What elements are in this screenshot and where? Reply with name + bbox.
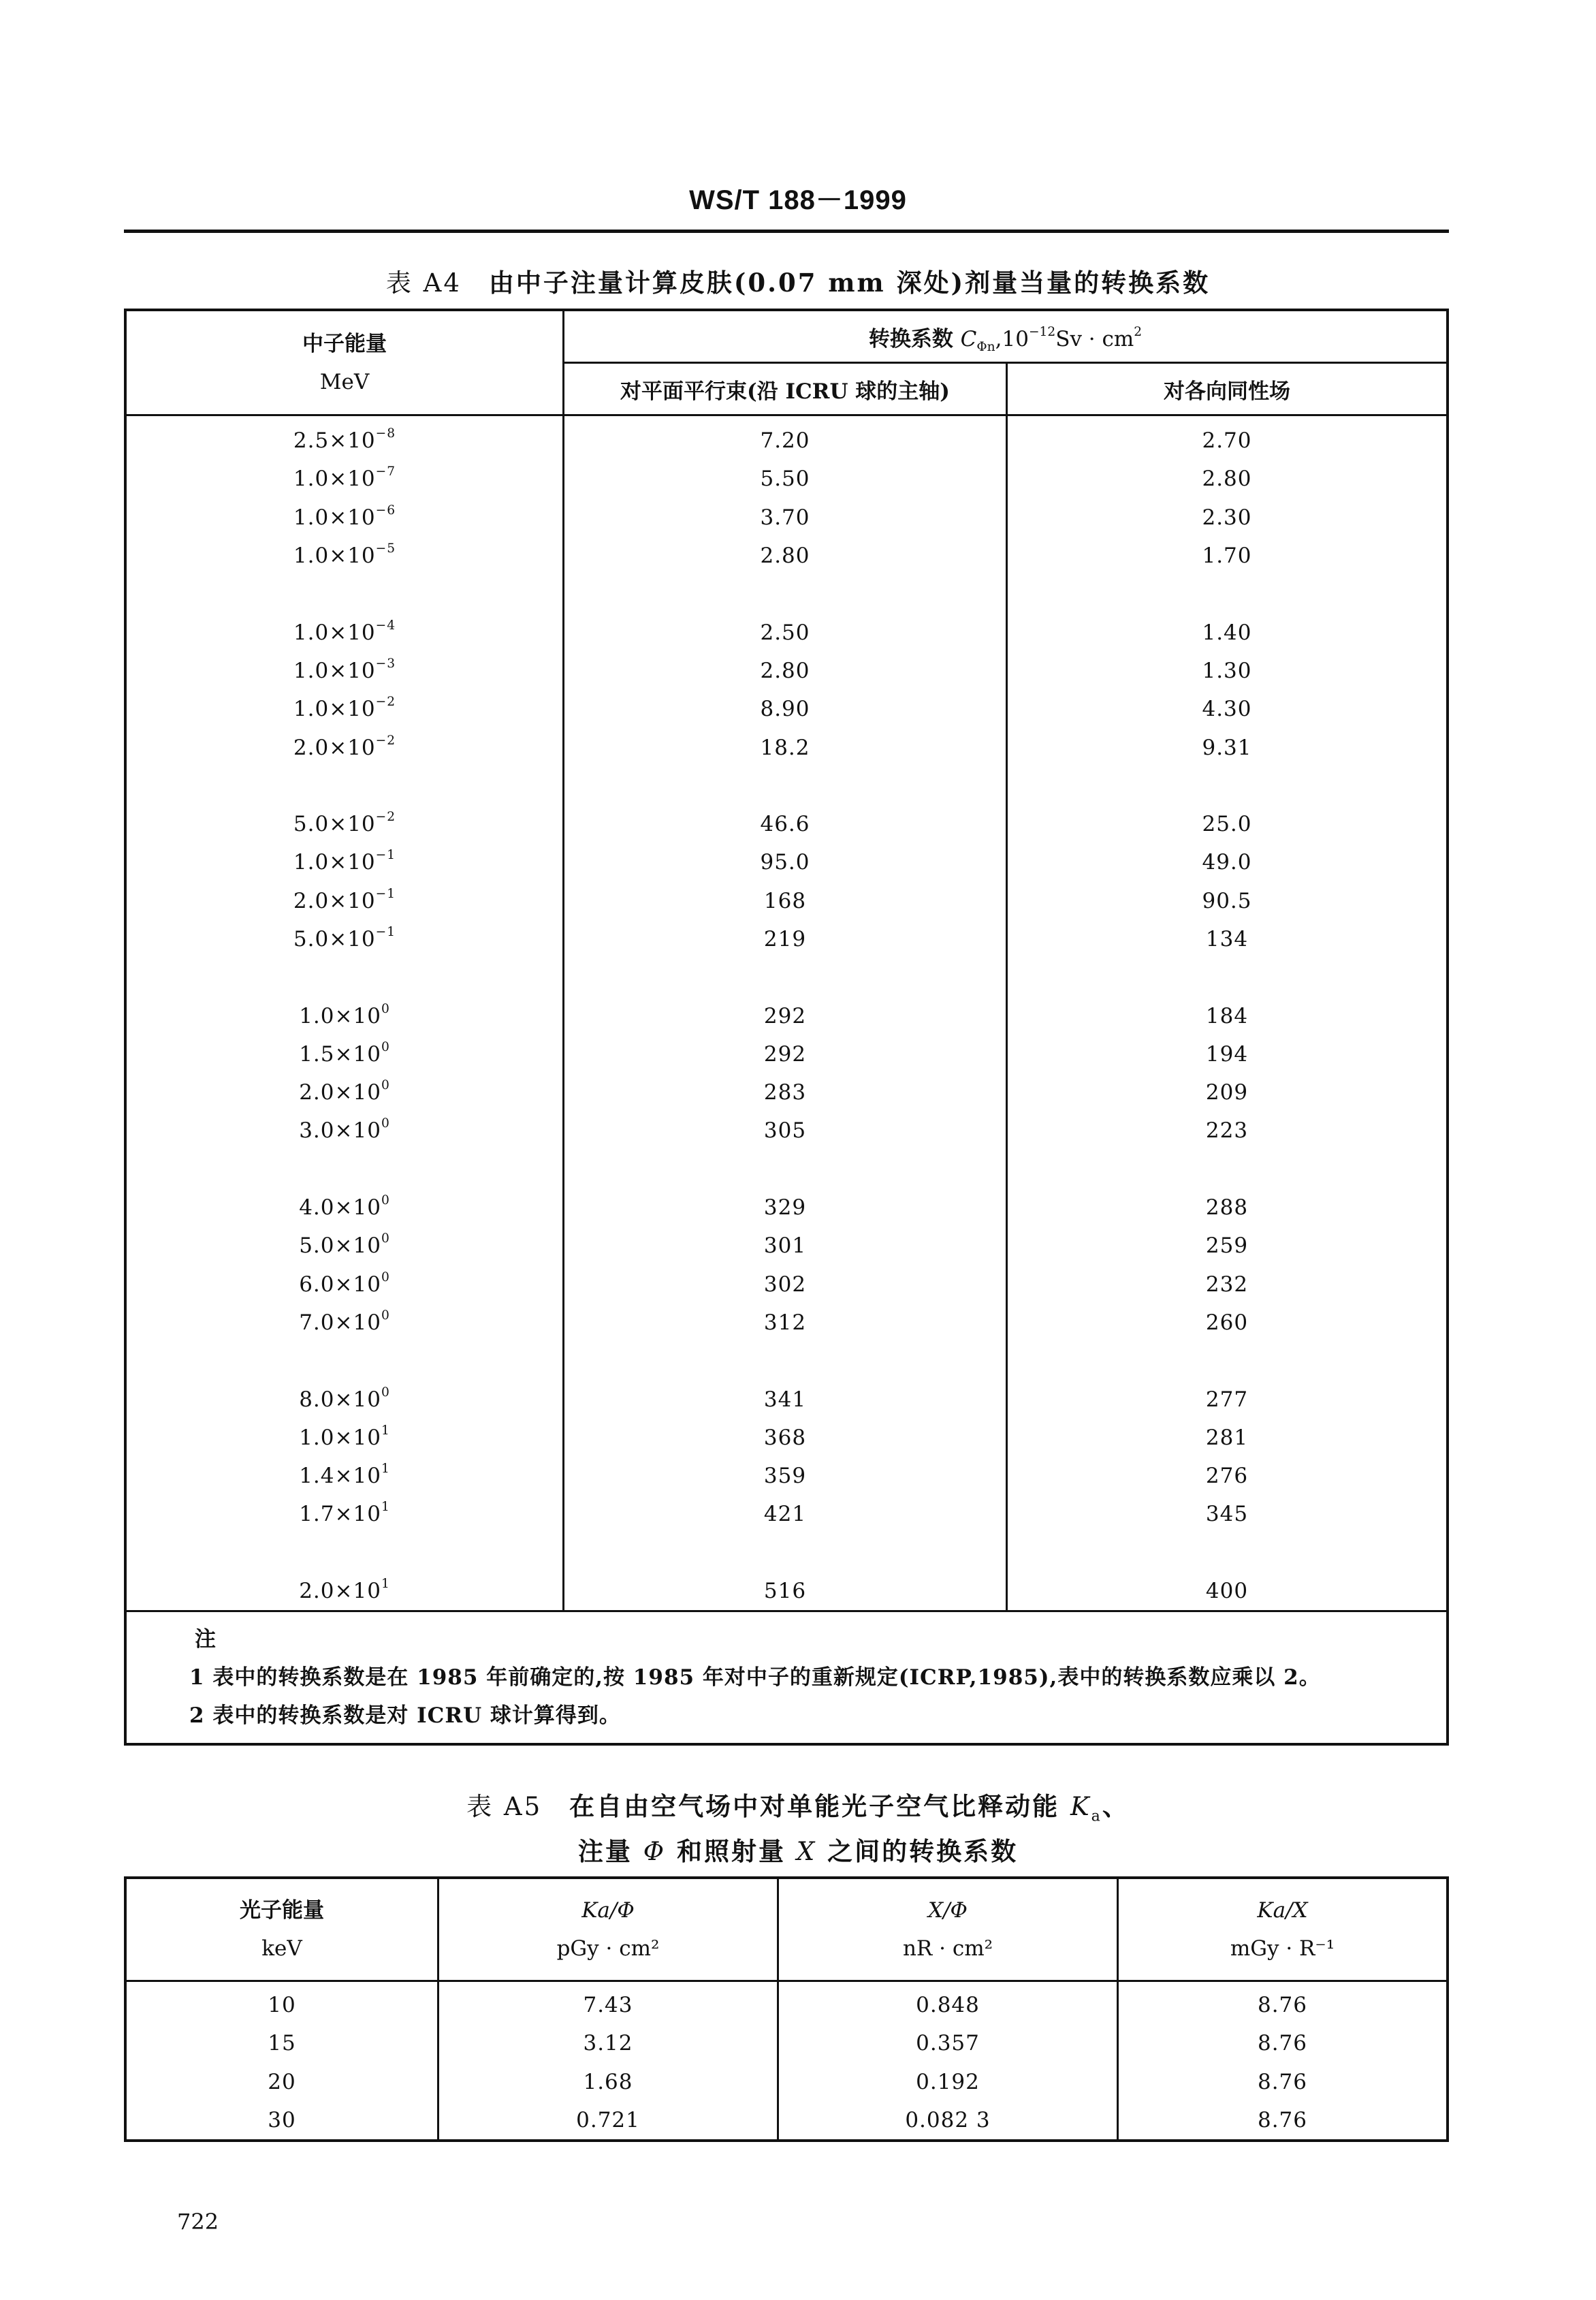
energy-mantissa: 1.0 (293, 658, 330, 683)
energy-mantissa: 1.0 (293, 505, 330, 530)
table-row (125, 1419, 1448, 1457)
table-row (125, 920, 1448, 958)
table-cell: 30 (125, 2101, 438, 2141)
energy-exponent: −2 (375, 810, 396, 825)
table-row (125, 996, 1448, 1035)
plane-value-cell: 292 (564, 1035, 1007, 1073)
energy-cell (125, 1035, 564, 1073)
table-row (125, 1265, 1448, 1304)
plane-value-cell: 421 (564, 1495, 1007, 1533)
energy-mantissa: 4.0 (299, 1195, 335, 1220)
times-ten: ×10 (334, 1387, 381, 1412)
table-cell: 0.848 (778, 1981, 1118, 2025)
plane-value-cell: 368 (564, 1419, 1007, 1457)
iso-value-cell: 276 (1007, 1457, 1448, 1495)
energy-cell (125, 499, 564, 537)
energy-mantissa: 1.0 (299, 1003, 335, 1028)
times-ten: ×10 (329, 697, 376, 722)
iso-value-cell: 1.30 (1007, 652, 1448, 690)
times-ten: ×10 (334, 1080, 381, 1105)
energy-mantissa: 8.0 (299, 1387, 335, 1412)
energy-cell (125, 1073, 564, 1112)
table-row (125, 1227, 1448, 1265)
energy-mantissa: 2.0 (293, 735, 330, 760)
energy-exponent: 0 (381, 1116, 390, 1131)
ka-symbol: K (1070, 1792, 1091, 1821)
times-ten: ×10 (334, 1425, 381, 1450)
energy-cell (125, 1572, 564, 1611)
table-row (125, 1495, 1448, 1533)
energy-mantissa: 5.0 (299, 1233, 335, 1259)
iso-value-cell: 2.80 (1007, 460, 1448, 498)
table-cell: 0.192 (778, 2063, 1118, 2101)
table-row (125, 1572, 1448, 1611)
iso-value-cell: 223 (1007, 1112, 1448, 1150)
table-cell: 10 (125, 1981, 438, 2025)
table-row (125, 537, 1448, 575)
table-row (125, 1457, 1448, 1495)
iso-value-cell: 49.0 (1007, 843, 1448, 881)
energy-mantissa: 5.0 (293, 927, 330, 951)
table-a4-title: 由中子注量计算皮肤(0.07 mm 深处)剂量当量的转换系数 (488, 268, 1211, 298)
energy-mantissa: 5.0 (293, 812, 330, 837)
energy-cell (125, 1380, 564, 1418)
energy-exponent: −8 (375, 426, 396, 441)
table-a5-title-post: 、 (1102, 1791, 1130, 1821)
col-ka-x (1118, 1878, 1448, 1981)
energy-mantissa: 7.0 (299, 1310, 335, 1335)
table-row (125, 1073, 1448, 1112)
coef-subscript: Φn (976, 339, 995, 354)
table-row (125, 2024, 1448, 2062)
plane-value-cell: 3.70 (564, 499, 1007, 537)
times-ten: ×10 (334, 1464, 381, 1489)
table-cell: 15 (125, 2024, 438, 2062)
iso-value-cell: 400 (1007, 1572, 1448, 1611)
col-ka-phi-unit: pGy · cm² (556, 1936, 660, 1961)
iso-value-cell: 1.70 (1007, 537, 1448, 575)
table-a5-caption-line2 (0, 1831, 1596, 1868)
energy-cell (125, 1112, 564, 1150)
table-cell: 20 (125, 2063, 438, 2101)
col-x-phi-label: X/Φ (928, 1898, 968, 1923)
energy-mantissa: 1.7 (299, 1502, 335, 1527)
plane-value-cell: 305 (564, 1112, 1007, 1150)
energy-cell (125, 882, 564, 920)
iso-value-cell: 184 (1007, 996, 1448, 1035)
energy-cell (125, 460, 564, 498)
times-ten: ×10 (334, 1233, 381, 1259)
col-ka-x-unit: mGy · R⁻¹ (1230, 1936, 1335, 1961)
coef-symbol: C (960, 326, 977, 351)
plane-value-cell: 292 (564, 996, 1007, 1035)
table-a5 (124, 1876, 1449, 2142)
coef-units-exp2: 2 (1134, 324, 1143, 339)
energy-cell (125, 690, 564, 728)
times-ten: ×10 (334, 1118, 381, 1144)
times-ten: ×10 (334, 1579, 381, 1604)
iso-value-cell: 277 (1007, 1380, 1448, 1418)
energy-exponent: 0 (381, 1270, 390, 1285)
plane-value-cell: 46.6 (564, 805, 1007, 843)
plane-value-cell: 95.0 (564, 843, 1007, 881)
energy-cell (125, 843, 564, 881)
energy-mantissa: 6.0 (299, 1272, 335, 1297)
energy-mantissa: 2.0 (299, 1080, 335, 1105)
group-spacer (125, 1534, 1448, 1572)
table-row (125, 843, 1448, 881)
table-row (125, 1112, 1448, 1150)
iso-value-cell: 1.40 (1007, 613, 1448, 651)
plane-value-cell: 359 (564, 1457, 1007, 1495)
col-neutron-energy-label: 中子能量 (302, 331, 387, 356)
table-row (125, 1981, 1448, 2025)
plane-value-cell: 168 (564, 882, 1007, 920)
energy-exponent: 0 (381, 1040, 390, 1055)
group-spacer (125, 767, 1448, 805)
table-row (125, 2063, 1448, 2101)
coef-units-pre: ,10 (995, 326, 1029, 351)
table-a5-title2-mid: 和照射量 (677, 1836, 786, 1866)
table-cell: 7.43 (438, 1981, 778, 2025)
table-a4-body (125, 415, 1448, 1745)
energy-exponent: −2 (375, 733, 396, 748)
energy-exponent: −1 (375, 886, 396, 901)
energy-mantissa: 2.5 (293, 428, 330, 454)
plane-value-cell: 2.80 (564, 537, 1007, 575)
energy-cell (125, 613, 564, 651)
plane-value-cell: 8.90 (564, 690, 1007, 728)
table-a4 (124, 309, 1449, 1746)
ka-subscript: a (1091, 1807, 1102, 1825)
times-ten: ×10 (334, 1272, 381, 1297)
energy-cell (125, 805, 564, 843)
times-ten: ×10 (334, 1195, 381, 1220)
energy-mantissa: 1.0 (293, 467, 330, 492)
col-photon-energy (125, 1878, 438, 1981)
energy-exponent: 0 (381, 1308, 390, 1323)
col-plane-parallel: 对平面平行束(沿 ICRU 球的主轴) (564, 363, 1007, 415)
table-row (125, 499, 1448, 537)
coef-units-exp: −12 (1028, 324, 1056, 339)
times-ten: ×10 (329, 812, 376, 837)
table-cell: 0.082 3 (778, 2101, 1118, 2141)
header-rule (124, 230, 1449, 233)
energy-mantissa: 1.0 (293, 544, 330, 569)
iso-value-cell: 232 (1007, 1265, 1448, 1304)
energy-exponent: 0 (381, 1078, 390, 1093)
plane-value-cell: 329 (564, 1188, 1007, 1227)
table-row (125, 882, 1448, 920)
col-conversion-coef (564, 310, 1448, 363)
times-ten: ×10 (329, 620, 376, 645)
group-spacer (125, 958, 1448, 996)
col-ka-phi (438, 1878, 778, 1981)
energy-cell (125, 1304, 564, 1342)
energy-exponent: 1 (381, 1423, 390, 1438)
iso-value-cell: 209 (1007, 1073, 1448, 1112)
energy-exponent: −4 (375, 618, 396, 633)
table-a5-title-pre: 在自由空气场中对单能光子空气比释动能 (569, 1791, 1060, 1821)
notes-title: 注 (195, 1627, 217, 1652)
energy-exponent: −6 (375, 503, 396, 518)
page-number: 722 (177, 2209, 219, 2235)
col-isotropic: 对各向同性场 (1007, 363, 1448, 415)
iso-value-cell: 2.70 (1007, 415, 1448, 460)
energy-exponent: 1 (381, 1500, 390, 1515)
plane-value-cell: 516 (564, 1572, 1007, 1611)
plane-value-cell: 5.50 (564, 460, 1007, 498)
table-row (125, 613, 1448, 651)
energy-mantissa: 3.0 (299, 1118, 335, 1144)
table-cell: 8.76 (1118, 2101, 1448, 2141)
energy-mantissa: 1.5 (299, 1041, 335, 1067)
phi-symbol: Φ (643, 1837, 667, 1866)
plane-value-cell: 312 (564, 1304, 1007, 1342)
iso-value-cell: 134 (1007, 920, 1448, 958)
times-ten: ×10 (334, 1003, 381, 1028)
table-row (125, 1304, 1448, 1342)
table-a5-title2-pre: 注量 (577, 1836, 633, 1866)
col-photon-energy-label: 光子能量 (240, 1898, 324, 1923)
note-1: 1 表中的转换系数是在 1985 年前确定的,按 1985 年对中子的重新规定(ICRP,1985),表中的转换系数应乘以 2。 (189, 1665, 1321, 1690)
table-row (125, 460, 1448, 498)
table-a4-caption (0, 262, 1596, 299)
iso-value-cell: 345 (1007, 1495, 1448, 1533)
table-row (125, 1380, 1448, 1418)
energy-cell (125, 728, 564, 766)
energy-exponent: −1 (375, 925, 396, 940)
table-row (125, 728, 1448, 766)
table-row (125, 652, 1448, 690)
table-a5-title2-post: 之间的转换系数 (827, 1836, 1019, 1866)
notes-cell (125, 1611, 1448, 1745)
x-symbol: X (796, 1837, 817, 1866)
energy-exponent: 1 (381, 1577, 390, 1592)
table-a5-caption-line1 (0, 1786, 1596, 1823)
group-spacer (125, 1342, 1448, 1380)
energy-exponent: 1 (381, 1462, 390, 1477)
col-neutron-energy (125, 310, 564, 415)
times-ten: ×10 (329, 658, 376, 683)
plane-value-cell: 302 (564, 1265, 1007, 1304)
table-row (125, 1035, 1448, 1073)
times-ten: ×10 (329, 927, 376, 951)
plane-value-cell: 18.2 (564, 728, 1007, 766)
plane-value-cell: 219 (564, 920, 1007, 958)
iso-value-cell: 4.30 (1007, 690, 1448, 728)
table-cell: 0.721 (438, 2101, 778, 2141)
energy-cell (125, 1419, 564, 1457)
energy-exponent: −5 (375, 541, 396, 556)
table-row (125, 690, 1448, 728)
energy-exponent: −2 (375, 695, 396, 710)
energy-cell (125, 1188, 564, 1227)
document-header: WS/T 188－1999 (689, 185, 907, 215)
energy-cell (125, 1227, 564, 1265)
energy-exponent: −1 (375, 848, 396, 863)
plane-value-cell: 341 (564, 1380, 1007, 1418)
energy-exponent: 0 (381, 1231, 390, 1246)
energy-mantissa: 2.0 (293, 888, 330, 913)
col-neutron-energy-unit: MeV (319, 369, 370, 394)
plane-value-cell: 2.80 (564, 652, 1007, 690)
col-x-phi (778, 1878, 1118, 1981)
energy-mantissa: 1.4 (299, 1464, 335, 1489)
iso-value-cell: 2.30 (1007, 499, 1448, 537)
energy-exponent: −7 (375, 464, 396, 479)
group-spacer (125, 575, 1448, 613)
col-x-phi-unit: nR · cm² (902, 1936, 993, 1961)
energy-cell (125, 920, 564, 958)
energy-mantissa: 1.0 (299, 1425, 335, 1450)
table-a5-number: 表 A5 (466, 1792, 543, 1821)
table-row (125, 805, 1448, 843)
iso-value-cell: 259 (1007, 1227, 1448, 1265)
energy-cell (125, 537, 564, 575)
iso-value-cell: 9.31 (1007, 728, 1448, 766)
times-ten: ×10 (329, 428, 376, 454)
table-cell: 0.357 (778, 2024, 1118, 2062)
iso-value-cell: 288 (1007, 1188, 1448, 1227)
plane-value-cell: 7.20 (564, 415, 1007, 460)
iso-value-cell: 25.0 (1007, 805, 1448, 843)
table-cell: 3.12 (438, 2024, 778, 2062)
energy-mantissa: 1.0 (293, 850, 330, 875)
col-ka-x-label: Ka/X (1257, 1898, 1308, 1923)
table-cell: 8.76 (1118, 2024, 1448, 2062)
energy-exponent: 0 (381, 1385, 390, 1400)
col-photon-energy-unit: keV (261, 1936, 302, 1961)
times-ten: ×10 (329, 888, 376, 913)
col-conversion-coef-label: 转换系数 (868, 326, 953, 351)
table-a4-number: 表 A4 (385, 268, 462, 298)
table-a5-body (125, 1981, 1448, 2141)
energy-cell (125, 1495, 564, 1533)
table-cell: 8.76 (1118, 2063, 1448, 2101)
table-row (125, 415, 1448, 460)
iso-value-cell: 260 (1007, 1304, 1448, 1342)
plane-value-cell: 301 (564, 1227, 1007, 1265)
table-row (125, 1188, 1448, 1227)
notes-row (125, 1611, 1448, 1745)
energy-mantissa: 1.0 (293, 620, 330, 645)
iso-value-cell: 194 (1007, 1035, 1448, 1073)
plane-value-cell: 2.50 (564, 613, 1007, 651)
table-row (125, 2101, 1448, 2141)
times-ten: ×10 (334, 1502, 381, 1527)
energy-mantissa: 2.0 (299, 1579, 335, 1604)
group-spacer (125, 1150, 1448, 1188)
energy-cell (125, 415, 564, 460)
energy-cell (125, 652, 564, 690)
times-ten: ×10 (334, 1041, 381, 1067)
coef-units-mid: Sv · cm (1055, 326, 1134, 351)
note-2: 2 表中的转换系数是对 ICRU 球计算得到。 (189, 1703, 621, 1729)
times-ten: ×10 (329, 850, 376, 875)
times-ten: ×10 (329, 735, 376, 760)
energy-exponent: −3 (375, 657, 396, 672)
energy-cell (125, 1265, 564, 1304)
table-cell: 1.68 (438, 2063, 778, 2101)
iso-value-cell: 90.5 (1007, 882, 1448, 920)
energy-cell (125, 1457, 564, 1495)
table-cell: 8.76 (1118, 1981, 1448, 2025)
plane-value-cell: 283 (564, 1073, 1007, 1112)
energy-mantissa: 1.0 (293, 697, 330, 722)
times-ten: ×10 (329, 467, 376, 492)
energy-exponent: 0 (381, 1001, 390, 1016)
col-ka-phi-label: Ka/Φ (581, 1898, 635, 1923)
times-ten: ×10 (329, 544, 376, 569)
iso-value-cell: 281 (1007, 1419, 1448, 1457)
times-ten: ×10 (334, 1310, 381, 1335)
times-ten: ×10 (329, 505, 376, 530)
energy-cell (125, 996, 564, 1035)
energy-exponent: 0 (381, 1193, 390, 1208)
